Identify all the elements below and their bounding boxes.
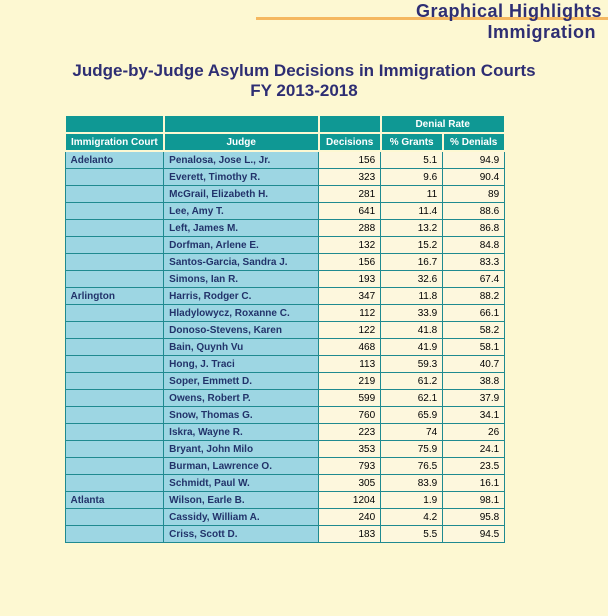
brand-subtitle: Immigration — [487, 22, 596, 42]
header-blank-decisions — [319, 115, 381, 133]
denials-cell: 40.7 — [443, 356, 505, 373]
denials-cell: 34.1 — [443, 407, 505, 424]
grants-cell: 1.9 — [381, 492, 443, 509]
page-title-line2: FY 2013-2018 — [250, 81, 358, 100]
court-cell — [65, 509, 164, 526]
table-row — [65, 424, 505, 441]
decisions-cell: 1204 — [319, 492, 381, 509]
decisions-cell: 305 — [319, 475, 381, 492]
judge-cell: Dorfman, Arlene E. — [164, 237, 319, 254]
court-cell — [65, 407, 164, 424]
denials-cell: 66.1 — [443, 305, 505, 322]
judge-cell: Penalosa, Jose L., Jr. — [164, 151, 319, 169]
denials-cell: 94.9 — [443, 151, 505, 169]
grants-cell: 59.3 — [381, 356, 443, 373]
grants-cell: 41.9 — [381, 339, 443, 356]
court-cell — [65, 339, 164, 356]
decisions-cell: 323 — [319, 169, 381, 186]
table-row — [65, 305, 505, 322]
table-row — [65, 407, 505, 424]
judge-cell: Bryant, John Milo — [164, 441, 319, 458]
court-cell — [65, 203, 164, 220]
grants-cell: 9.6 — [381, 169, 443, 186]
table-row — [65, 492, 505, 509]
table-row — [65, 339, 505, 356]
decisions-cell: 113 — [319, 356, 381, 373]
decisions-cell: 353 — [319, 441, 381, 458]
court-cell — [65, 322, 164, 339]
court-cell — [65, 475, 164, 492]
judge-cell: Burman, Lawrence O. — [164, 458, 319, 475]
decisions-cell: 156 — [319, 254, 381, 271]
decisions-cell: 183 — [319, 526, 381, 543]
judge-cell: Donoso-Stevens, Karen — [164, 322, 319, 339]
judge-cell: Harris, Rodger C. — [164, 288, 319, 305]
denials-cell: 88.6 — [443, 203, 505, 220]
grants-cell: 65.9 — [381, 407, 443, 424]
grants-cell: 5.1 — [381, 151, 443, 169]
court-cell — [65, 526, 164, 543]
grants-cell: 41.8 — [381, 322, 443, 339]
decisions-cell: 240 — [319, 509, 381, 526]
decisions-table — [64, 114, 506, 543]
grants-cell: 16.7 — [381, 254, 443, 271]
court-cell — [65, 390, 164, 407]
table-row — [65, 390, 505, 407]
table-row — [65, 254, 505, 271]
decisions-cell: 281 — [319, 186, 381, 203]
grants-cell: 11 — [381, 186, 443, 203]
table-row — [65, 169, 505, 186]
grants-cell: 74 — [381, 424, 443, 441]
denials-cell: 98.1 — [443, 492, 505, 509]
decisions-cell: 793 — [319, 458, 381, 475]
decisions-cell: 599 — [319, 390, 381, 407]
denials-cell: 94.5 — [443, 526, 505, 543]
grants-cell: 11.4 — [381, 203, 443, 220]
decisions-cell: 347 — [319, 288, 381, 305]
grants-cell: 33.9 — [381, 305, 443, 322]
grants-cell: 32.6 — [381, 271, 443, 288]
table-row — [65, 151, 505, 169]
decisions-cell: 156 — [319, 151, 381, 169]
table-row — [65, 288, 505, 305]
table-row — [65, 526, 505, 543]
denials-cell: 26 — [443, 424, 505, 441]
column-header-court: Immigration Court — [65, 133, 164, 151]
court-cell — [65, 305, 164, 322]
denials-cell: 95.8 — [443, 509, 505, 526]
table-row — [65, 373, 505, 390]
denials-cell: 83.3 — [443, 254, 505, 271]
table-row — [65, 356, 505, 373]
table-row — [65, 322, 505, 339]
judge-cell: Everett, Timothy R. — [164, 169, 319, 186]
table-row — [65, 475, 505, 492]
decisions-cell: 468 — [319, 339, 381, 356]
judge-cell: Schmidt, Paul W. — [164, 475, 319, 492]
grants-cell: 11.8 — [381, 288, 443, 305]
court-cell — [65, 458, 164, 475]
judge-cell: Hong, J. Traci — [164, 356, 319, 373]
judge-cell: McGrail, Elizabeth H. — [164, 186, 319, 203]
judge-cell: Cassidy, William A. — [164, 509, 319, 526]
denials-cell: 16.1 — [443, 475, 505, 492]
court-cell — [65, 424, 164, 441]
denials-cell: 58.2 — [443, 322, 505, 339]
grants-cell: 13.2 — [381, 220, 443, 237]
court-cell — [65, 254, 164, 271]
court-cell: Arlington — [65, 288, 164, 305]
decisions-cell: 288 — [319, 220, 381, 237]
table-row — [65, 441, 505, 458]
judge-cell: Soper, Emmett D. — [164, 373, 319, 390]
denials-cell: 89 — [443, 186, 505, 203]
denials-cell: 37.9 — [443, 390, 505, 407]
decisions-cell: 132 — [319, 237, 381, 254]
column-header-denials: % Denials — [443, 133, 505, 151]
court-cell — [65, 271, 164, 288]
judge-cell: Bain, Quynh Vu — [164, 339, 319, 356]
judge-cell: Wilson, Earle B. — [164, 492, 319, 509]
page-title-line1: Judge-by-Judge Asylum Decisions in Immigration Courts — [72, 61, 536, 80]
grants-cell: 5.5 — [381, 526, 443, 543]
court-cell: Atlanta — [65, 492, 164, 509]
judge-cell: Lee, Amy T. — [164, 203, 319, 220]
decisions-cell: 760 — [319, 407, 381, 424]
denials-cell: 86.8 — [443, 220, 505, 237]
table-row — [65, 271, 505, 288]
grants-cell: 76.5 — [381, 458, 443, 475]
decisions-cell: 219 — [319, 373, 381, 390]
grants-cell: 83.9 — [381, 475, 443, 492]
judge-cell: Iskra, Wayne R. — [164, 424, 319, 441]
grants-cell: 75.9 — [381, 441, 443, 458]
judge-cell: Snow, Thomas G. — [164, 407, 319, 424]
column-header-judge: Judge — [164, 133, 319, 151]
judge-cell: Simons, Ian R. — [164, 271, 319, 288]
table-row — [65, 220, 505, 237]
header-denial-rate: Denial Rate — [381, 115, 505, 133]
court-cell — [65, 356, 164, 373]
court-cell — [65, 186, 164, 203]
court-cell — [65, 237, 164, 254]
judge-cell: Owens, Robert P. — [164, 390, 319, 407]
table-header — [65, 115, 505, 151]
table-row — [65, 203, 505, 220]
grants-cell: 61.2 — [381, 373, 443, 390]
header-blank-judge — [164, 115, 319, 133]
court-cell — [65, 220, 164, 237]
header-blank-court — [65, 115, 164, 133]
denials-cell: 23.5 — [443, 458, 505, 475]
denials-cell: 90.4 — [443, 169, 505, 186]
decisions-cell: 193 — [319, 271, 381, 288]
table-body — [65, 151, 505, 543]
denials-cell: 88.2 — [443, 288, 505, 305]
decisions-cell: 112 — [319, 305, 381, 322]
table-row — [65, 458, 505, 475]
denials-cell: 24.1 — [443, 441, 505, 458]
grants-cell: 4.2 — [381, 509, 443, 526]
table-row — [65, 509, 505, 526]
judge-cell: Hladylowycz, Roxanne C. — [164, 305, 319, 322]
page-title — [0, 61, 608, 101]
court-cell — [65, 373, 164, 390]
denials-cell: 58.1 — [443, 339, 505, 356]
court-cell — [65, 169, 164, 186]
decisions-cell: 641 — [319, 203, 381, 220]
column-header-decisions: Decisions — [319, 133, 381, 151]
decisions-cell: 122 — [319, 322, 381, 339]
court-cell: Adelanto — [65, 151, 164, 169]
denials-cell: 84.8 — [443, 237, 505, 254]
court-cell — [65, 441, 164, 458]
judge-cell: Santos-Garcia, Sandra J. — [164, 254, 319, 271]
judge-cell: Left, James M. — [164, 220, 319, 237]
decisions-table-wrapper — [64, 114, 506, 543]
table-row — [65, 237, 505, 254]
denials-cell: 67.4 — [443, 271, 505, 288]
table-row — [65, 186, 505, 203]
judge-cell: Criss, Scott D. — [164, 526, 319, 543]
decisions-cell: 223 — [319, 424, 381, 441]
column-header-grants: % Grants — [381, 133, 443, 151]
grants-cell: 62.1 — [381, 390, 443, 407]
grants-cell: 15.2 — [381, 237, 443, 254]
denials-cell: 38.8 — [443, 373, 505, 390]
brand-title: Graphical Highlights — [415, 1, 602, 21]
